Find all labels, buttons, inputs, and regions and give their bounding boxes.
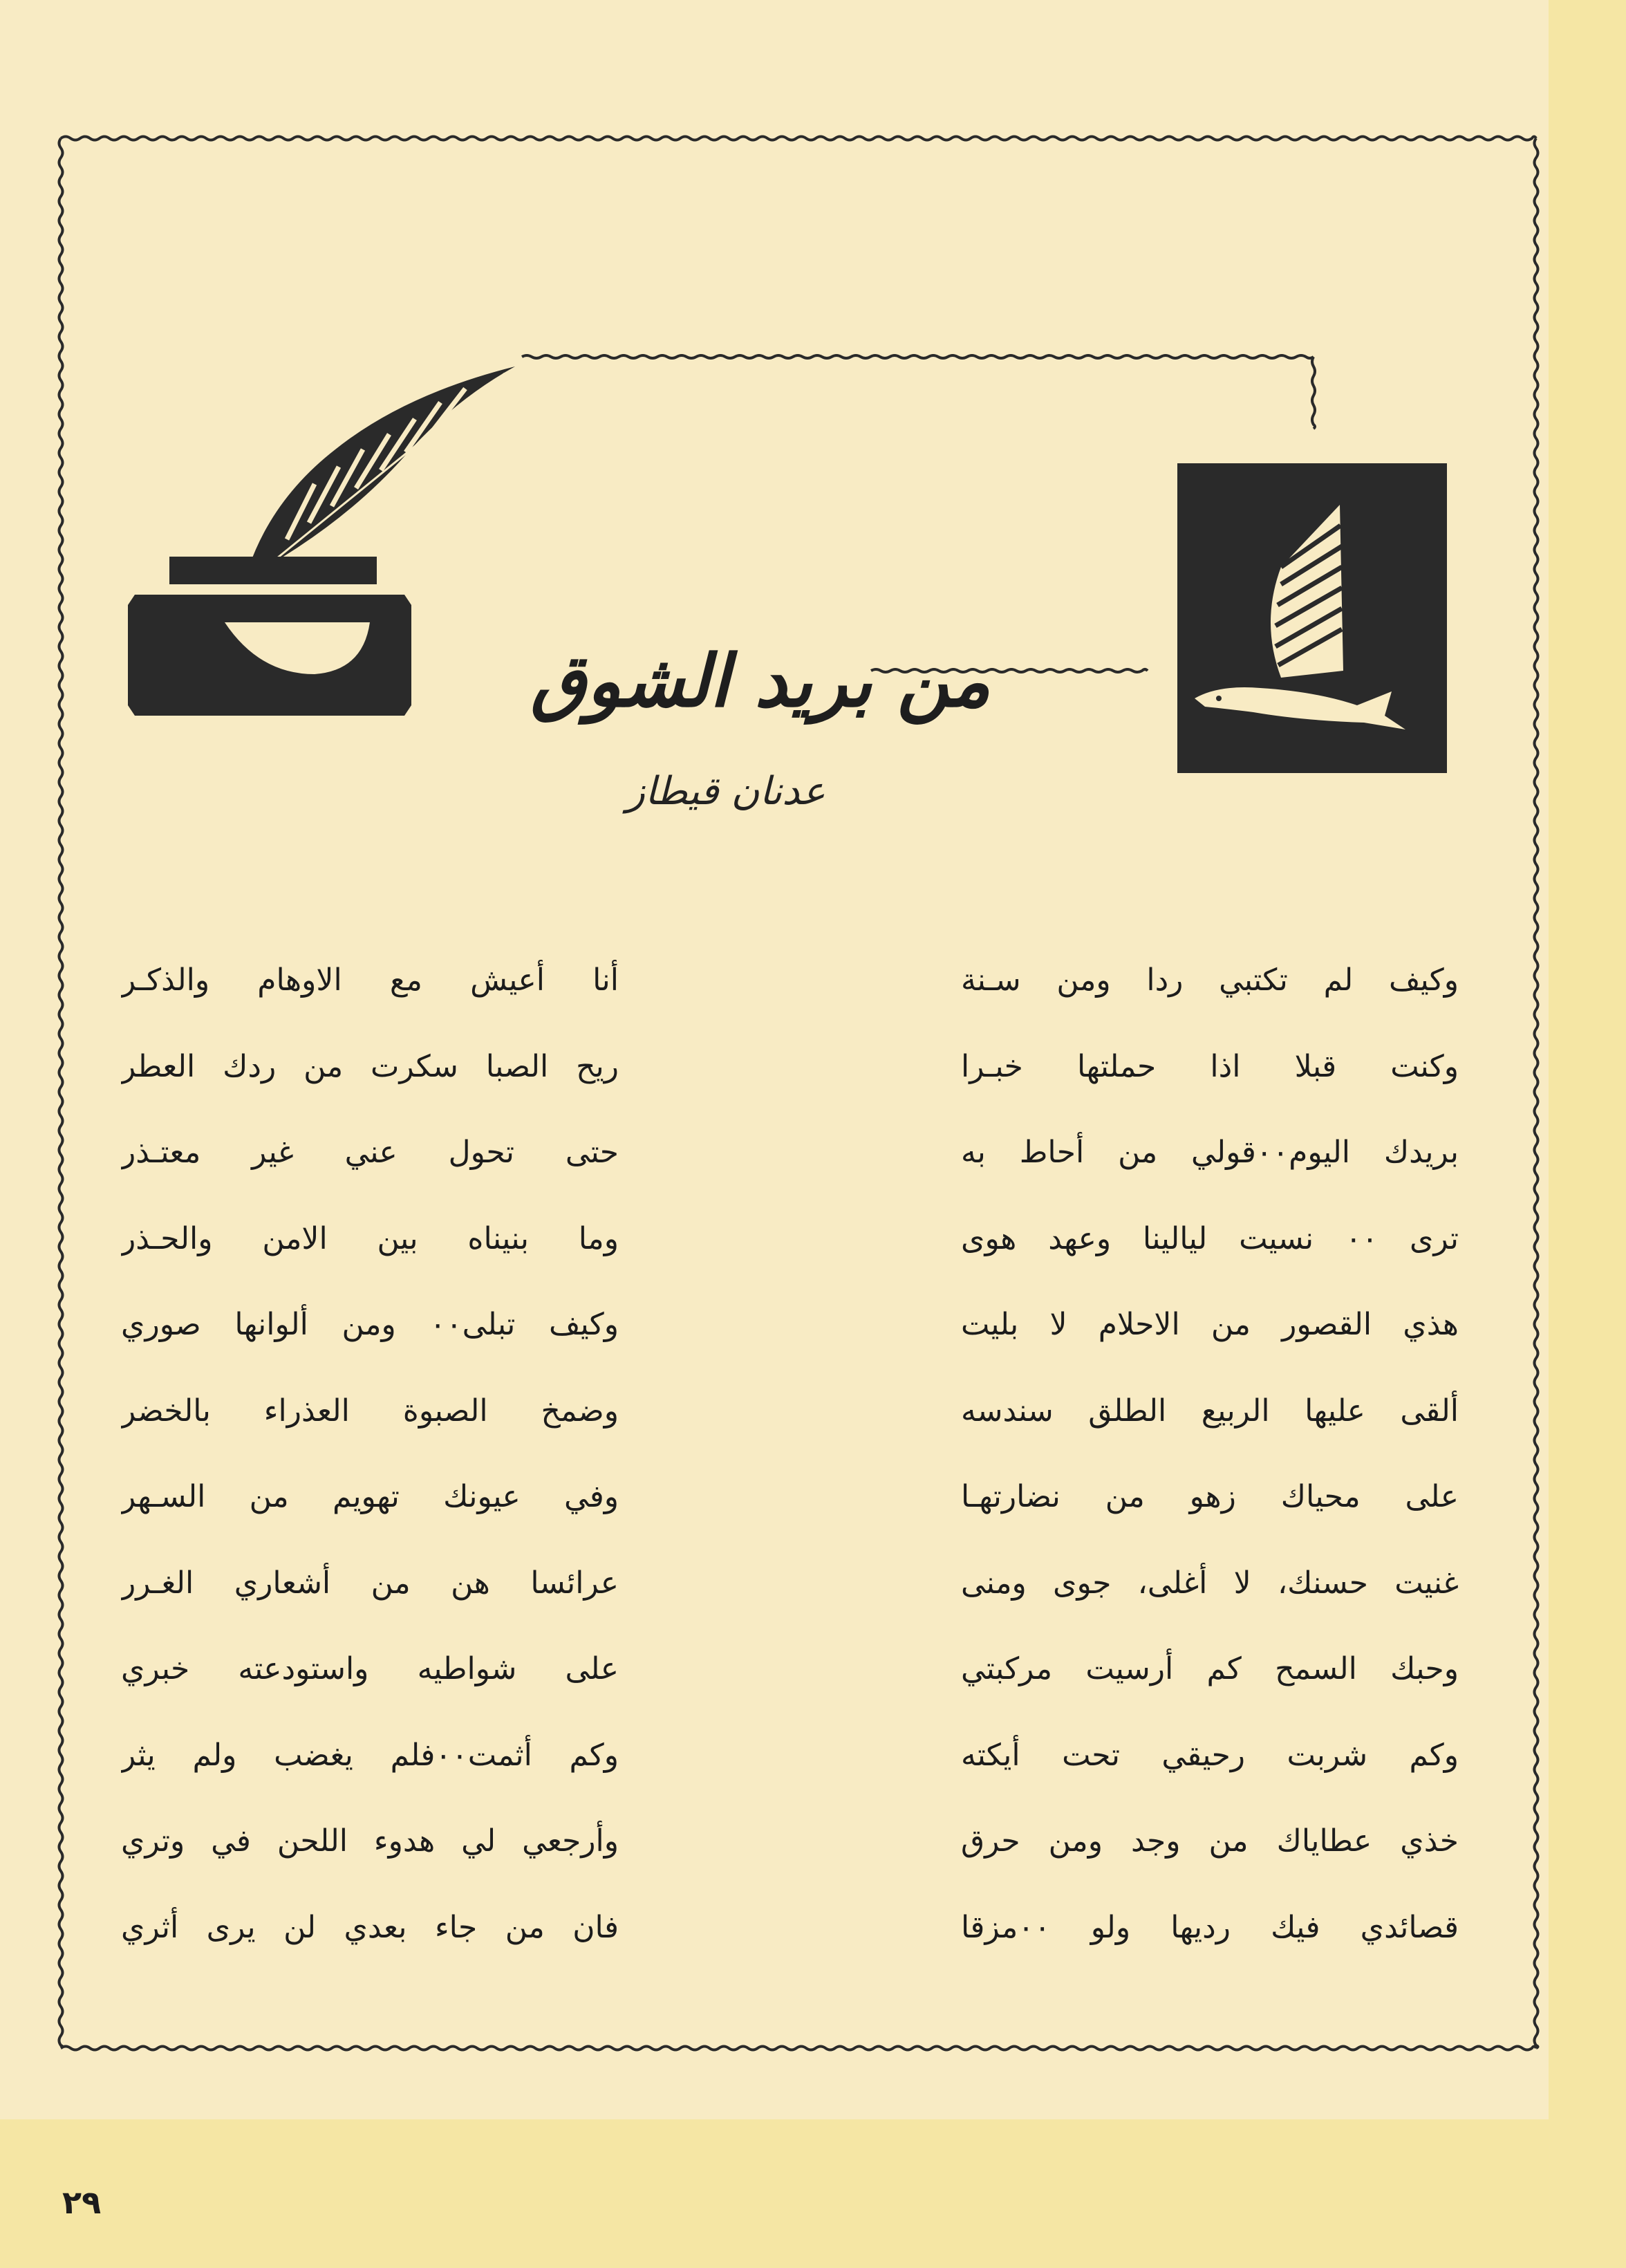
verse-left: وكم أثمت٠٠فلم يغضب ولم يثر — [121, 1737, 619, 1773]
verse-left: وأرجعي لي هدوء اللحن في وتري — [121, 1823, 619, 1859]
verse-column-left — [121, 946, 619, 1979]
verse-left: وكيف تبلى٠٠ ومن ألوانها صوري — [121, 1307, 619, 1342]
verse-left: عرائسا هن من أشعاري الغـرر — [121, 1565, 619, 1601]
verse-left: فان من جاء بعدي لن يرى أثري — [121, 1909, 619, 1945]
verse-right: على محياك زهو من نضارتهـا — [961, 1479, 1459, 1514]
verse-right: وكنت قبلا اذا حملتها خبـرا — [961, 1048, 1459, 1084]
bird-stamp-icon — [1177, 463, 1447, 773]
verse-left: أنا أعيش مع الاوهام والذكـر — [121, 963, 619, 998]
verse-left: على شواطيه واستودعته خبري — [121, 1651, 619, 1686]
verse-right: بريدك اليوم٠٠قولي من أحاط به — [961, 1135, 1459, 1170]
verse-right: ترى ٠٠ نسيت ليالينا وعهد هوى — [961, 1220, 1459, 1256]
poem-title: من بريد الشوق — [530, 638, 991, 723]
verse-right: وكم شربت رحيقي تحت أيكته — [961, 1737, 1459, 1773]
verse-right: وحبك السمح كم أرسيت مركبتي — [961, 1651, 1459, 1686]
quill-inkwell-icon — [128, 360, 522, 719]
poem-author: عدنان قيطاز — [626, 769, 826, 814]
verse-right: وكيف لم تكتبي ردا ومن سـنة — [961, 963, 1459, 998]
verse-right: ألقى عليها الربيع الطلق سندسه — [961, 1393, 1459, 1429]
verse-right: هذي القصور من الاحلام لا بليت — [961, 1307, 1459, 1342]
verse-left: حتى تحول عني غير معتـذر — [121, 1135, 619, 1170]
page-number: ٢٩ — [62, 2184, 102, 2221]
verse-right: خذي عطاياك من وجد ومن حرق — [961, 1823, 1459, 1859]
verse-left: وضمخ الصبوة العذراء بالخضر — [121, 1393, 619, 1429]
verse-left: ريح الصبا سكرت من ردك العطر — [121, 1048, 619, 1084]
verse-right: قصائدي فيك رديها ولو ٠٠مزقا — [961, 1909, 1459, 1945]
verse-column-right — [961, 946, 1459, 1979]
verse-right: غنيت حسنك، لا أغلى، جوى ومنى — [961, 1565, 1459, 1601]
verse-left: وما بنيناه بين الامن والحـذر — [121, 1220, 619, 1256]
verse-left: وفي عيونك تهويم من السـهر — [121, 1479, 619, 1514]
